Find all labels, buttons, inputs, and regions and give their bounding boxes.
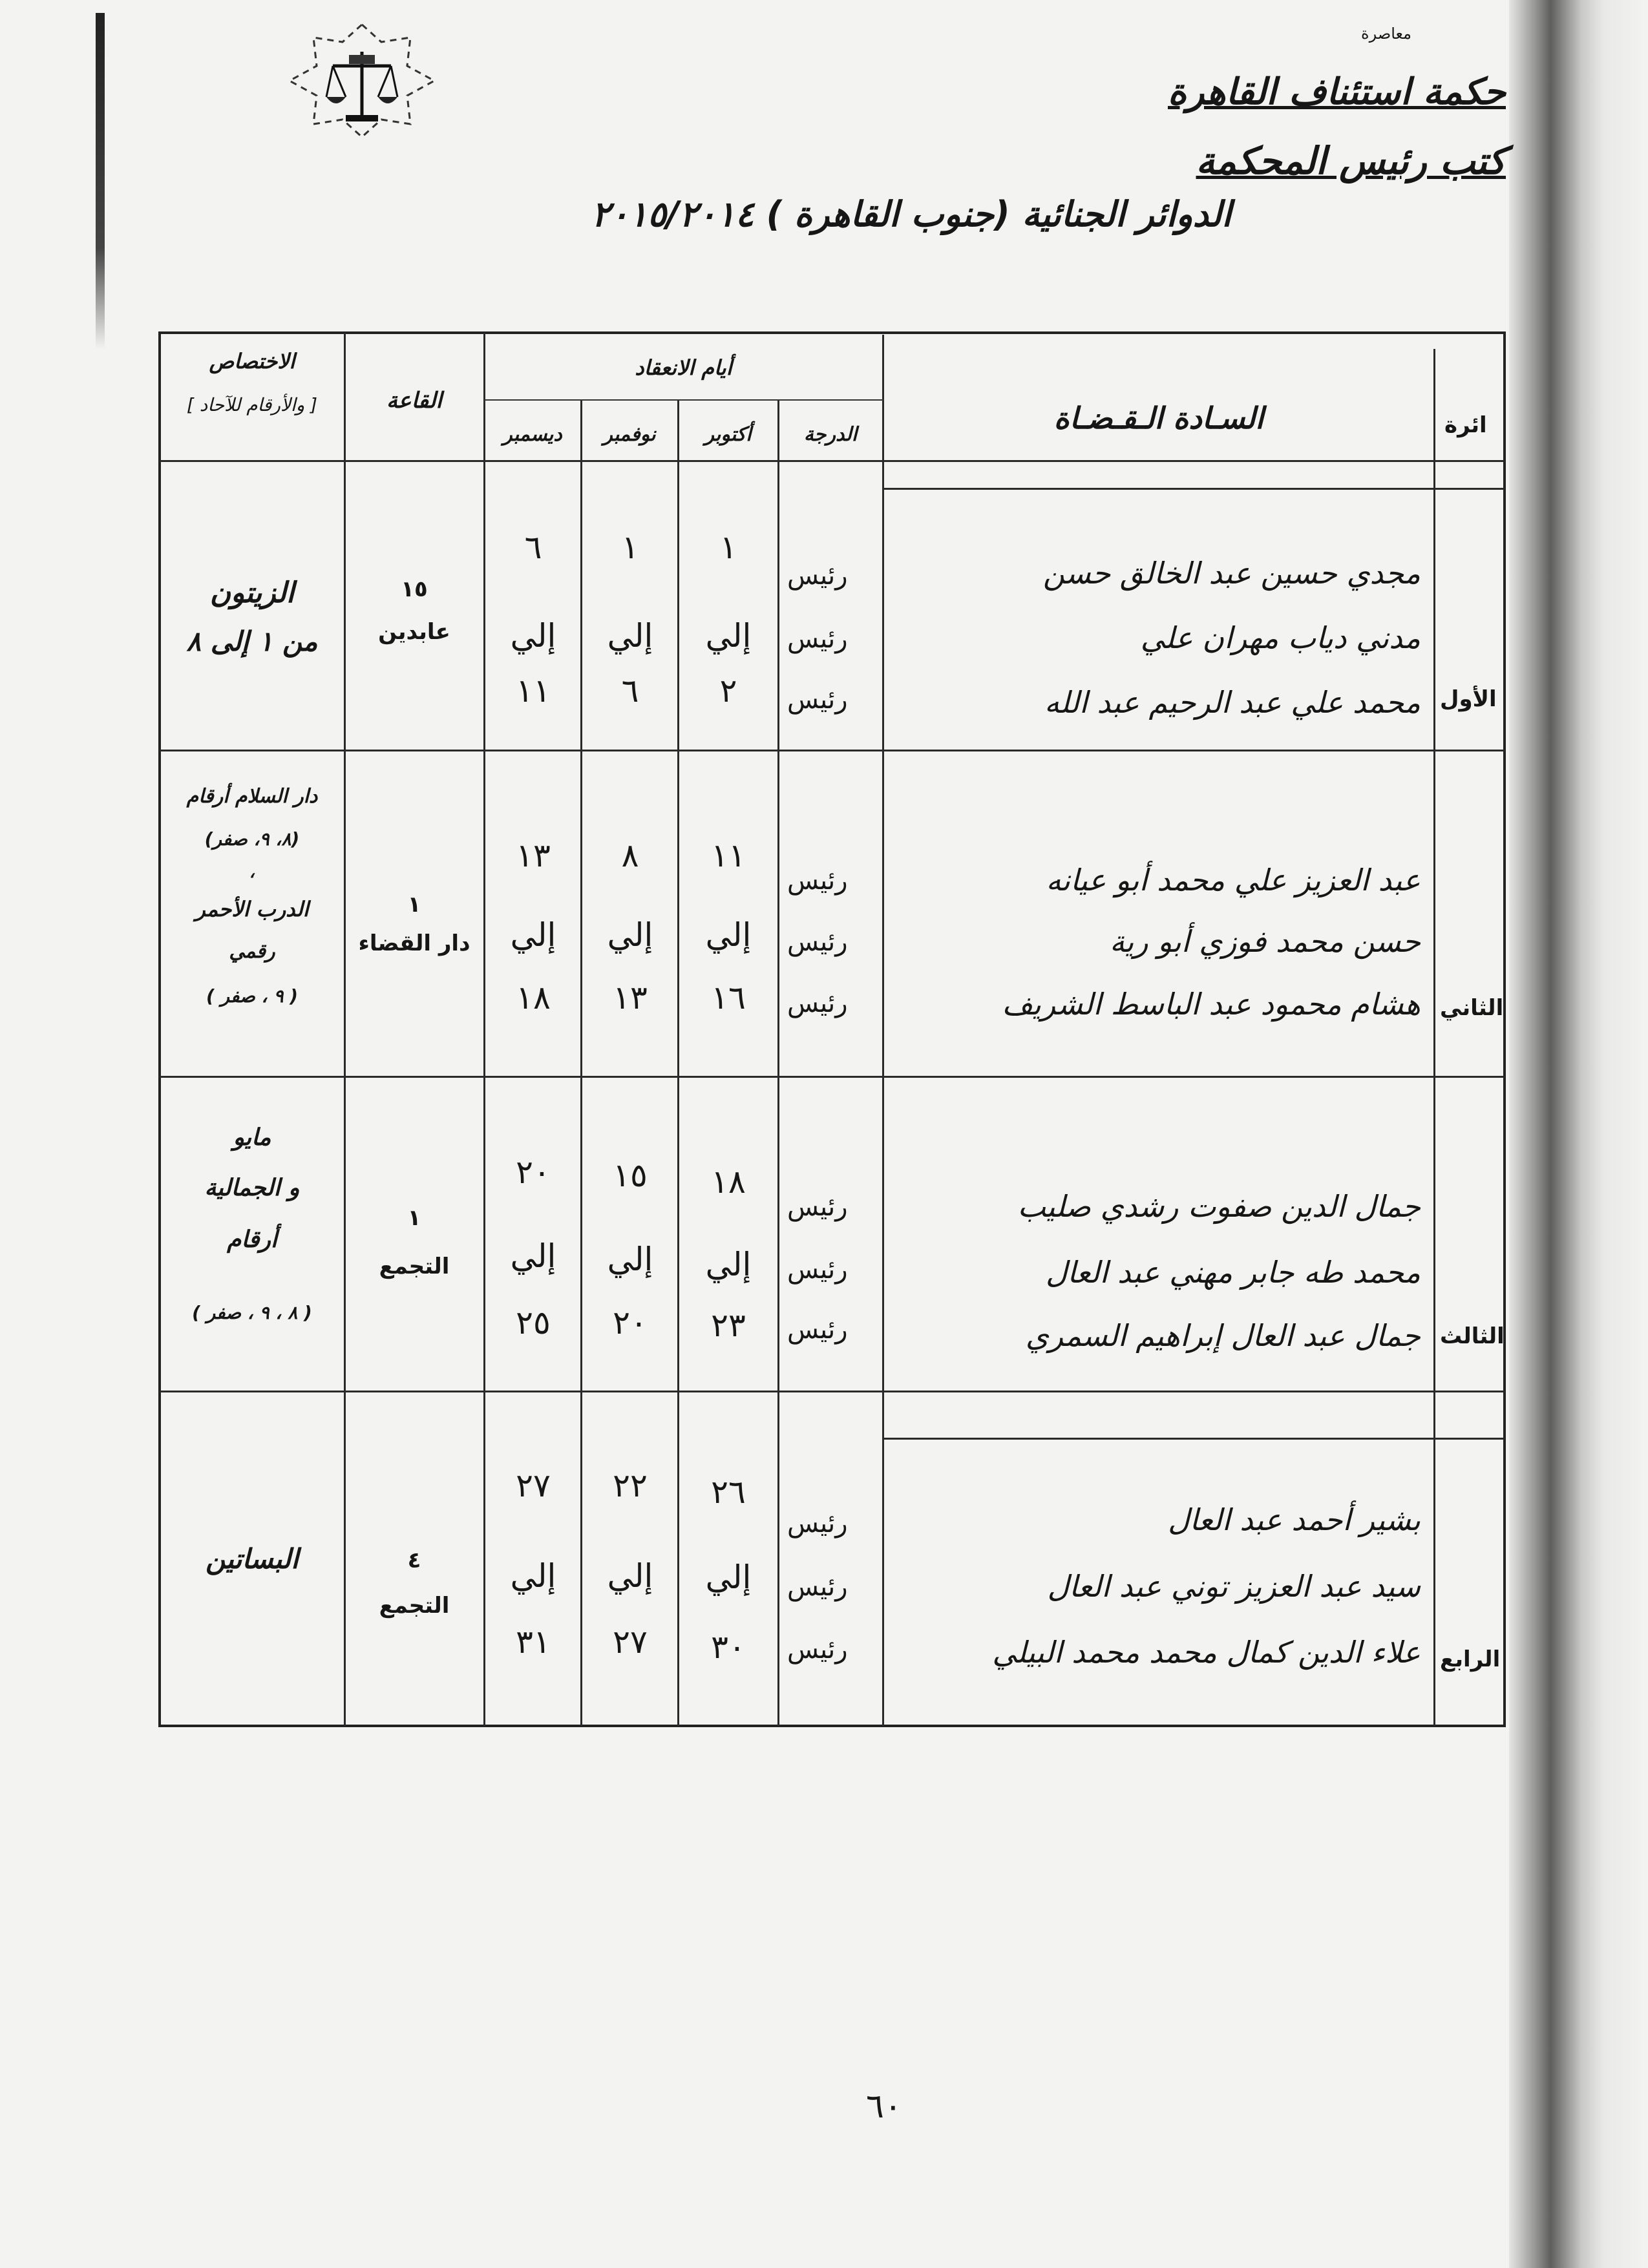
december-from: ٢٧ [516, 1467, 551, 1504]
rank-label: رئيس [787, 1572, 848, 1602]
october-to-label: إلي [705, 617, 752, 655]
judge-name: هشام محمود عبد الباسط الشريف [1002, 987, 1421, 1022]
header-judges: السـادة الـقـضـاة [1053, 401, 1264, 436]
december-to: ٢٥ [516, 1304, 551, 1341]
room-name: التجمع [379, 1254, 450, 1279]
judge-name: سيد عبد العزيز توني عبد العال [1047, 1569, 1421, 1604]
december-from: ١٣ [516, 837, 551, 874]
november-to: ١٣ [613, 979, 648, 1016]
page-title: الدوائر الجنائية (جنوب القاهرة ) ٢٠١٥/٢٠١٤ [591, 194, 1232, 235]
jurisdiction-line: (٨، ٩، صفر) [204, 828, 300, 850]
october-to: ٣٠ [711, 1628, 746, 1666]
rank-label: رئيس [787, 866, 848, 896]
room-name: عابدين [378, 619, 450, 645]
jurisdiction-line: البساتين [206, 1543, 299, 1575]
rank-label: رئيس [787, 1255, 848, 1285]
rank-label: رئيس [787, 1315, 848, 1345]
rank-label: رئيس [787, 1192, 848, 1222]
circuit-cut: الثالث [1440, 1323, 1505, 1349]
jurisdiction-line: ، [249, 863, 255, 882]
office-name: كتب رئيس المحكمة [1196, 139, 1506, 183]
court-name: حكمة استئناف القاهرة [1167, 71, 1506, 113]
header-jurisdiction-note: [ والأرقام للآحاد ] [186, 394, 318, 415]
page-number: ٦٠ [866, 2087, 902, 2126]
judge-name: محمد طه جابر مهني عبد العال [1045, 1255, 1421, 1290]
november-to-label: إلي [607, 916, 653, 954]
december-to: ١١ [516, 672, 551, 709]
col-divider [580, 399, 582, 1726]
october-to: ١٦ [711, 979, 746, 1016]
rank-label: رئيس [787, 561, 848, 591]
header-session-days: أيام الانعقاد [635, 355, 732, 380]
november-from: ١ [621, 529, 639, 566]
december-from: ٦ [524, 529, 542, 566]
header-bottom-line-2 [884, 488, 1505, 490]
november-from: ٢٢ [613, 1467, 648, 1504]
december-to: ١٨ [516, 979, 551, 1016]
col-divider [882, 335, 884, 1726]
scan-edge-mark [96, 13, 105, 349]
october-to: ٢٣ [711, 1307, 746, 1344]
circuit-cut: الثاني [1440, 995, 1504, 1021]
room-number: ٤ [407, 1548, 421, 1573]
col-divider [1433, 349, 1435, 1726]
row-divider [884, 1438, 1505, 1440]
rank-label: رئيس [787, 989, 848, 1018]
circuit-cut: الرابع [1440, 1646, 1501, 1672]
november-from: ٨ [621, 837, 639, 874]
col-divider [344, 333, 346, 1726]
room-number: ١ [407, 892, 421, 918]
jurisdiction-line: الزيتون [209, 576, 295, 609]
november-to: ٢٧ [613, 1623, 648, 1661]
jurisdiction-line: ( ٩ ، صفر ) [206, 985, 299, 1007]
jurisdiction-line: الدرب الأحمر [195, 897, 309, 921]
row-divider [160, 1076, 1505, 1078]
december-to-label: إلي [510, 1237, 556, 1275]
rank-label: رئيس [787, 624, 848, 654]
december-from: ٢٠ [516, 1153, 551, 1191]
jurisdiction-line: دار السلام أرقام [186, 785, 318, 808]
december-to: ٣١ [516, 1623, 551, 1661]
december-to-label: إلي [510, 1557, 556, 1595]
judge-name: بشير أحمد عبد العال [1168, 1502, 1421, 1537]
october-to: ٢ [719, 672, 737, 709]
november-from: ١٥ [613, 1157, 648, 1194]
rank-label: رئيس [787, 685, 848, 715]
row-divider [160, 1391, 1505, 1392]
november-to-label: إلي [607, 1241, 653, 1278]
header-rank: الدرجة [803, 423, 858, 446]
judge-name: جمال عبد العال إبراهيم السمري [1025, 1318, 1421, 1353]
court-emblem [284, 19, 439, 142]
judge-name: مجدي حسين عبد الخالق حسن [1042, 556, 1421, 591]
october-from: ٢٦ [711, 1473, 746, 1511]
november-to-label: إلي [607, 1557, 653, 1595]
header-october: أكتوبر [704, 423, 752, 446]
judge-name: محمد علي عبد الرحيم عبد الله [1044, 685, 1421, 720]
october-to-label: إلي [705, 1559, 752, 1596]
header-subline [485, 399, 883, 401]
header-bottom-line [160, 460, 1505, 462]
november-to-label: إلي [607, 617, 653, 655]
judge-name: حسن محمد فوزي أبو رية [1109, 924, 1421, 959]
col-divider [777, 399, 779, 1726]
circuit-cut: الأول [1440, 686, 1497, 712]
header-jurisdiction: الاختصاص [209, 349, 295, 373]
november-to: ٦ [621, 672, 639, 709]
judge-name: جمال الدين صفوت رشدي صليب [1017, 1189, 1421, 1224]
jurisdiction-line: أرقام [227, 1226, 277, 1253]
judge-name: مدني دياب مهران علي [1140, 620, 1421, 655]
jurisdiction-line: مايو [233, 1124, 271, 1151]
jurisdiction-line: من ١ إلى ٨ [186, 625, 318, 657]
scales-of-justice-icon [284, 19, 439, 142]
november-to: ٢٠ [613, 1304, 648, 1341]
room-number: ١ [407, 1205, 421, 1231]
judge-name: عبد العزيز علي محمد أبو عيانه [1046, 863, 1421, 898]
room-name: التجمع [379, 1593, 450, 1619]
col-divider [677, 399, 679, 1726]
jurisdiction-line: ( ٨ ، ٩ ، صفر ) [192, 1302, 312, 1323]
header-november: نوفمبر [603, 423, 656, 446]
december-to-label: إلي [510, 916, 556, 954]
october-to-label: إلي [705, 916, 752, 954]
october-from: ١١ [711, 837, 746, 874]
jurisdiction-line: و الجمالية [204, 1175, 300, 1201]
december-to-label: إلي [510, 617, 556, 655]
october-to-label: إلي [705, 1246, 752, 1283]
header-circuit-cut: ائرة [1444, 412, 1487, 438]
scan-shadow [1509, 0, 1648, 2268]
rank-label: رئيس [787, 927, 848, 957]
room-number: ١٥ [401, 576, 428, 602]
october-from: ١٨ [711, 1163, 746, 1201]
jurisdiction-line: رقمي [229, 940, 275, 963]
october-from: ١ [719, 529, 737, 566]
rank-label: رئيس [787, 1509, 848, 1538]
judge-name: علاء الدين كمال محمد محمد البيلي [992, 1635, 1421, 1670]
stamp-text: معاصرة [1361, 25, 1411, 43]
room-name: دار القضاء [358, 930, 470, 956]
row-divider [160, 750, 1505, 751]
rank-label: رئيس [787, 1635, 848, 1664]
header-december: ديسمبر [503, 423, 562, 446]
header-room: القاعة [386, 388, 442, 414]
